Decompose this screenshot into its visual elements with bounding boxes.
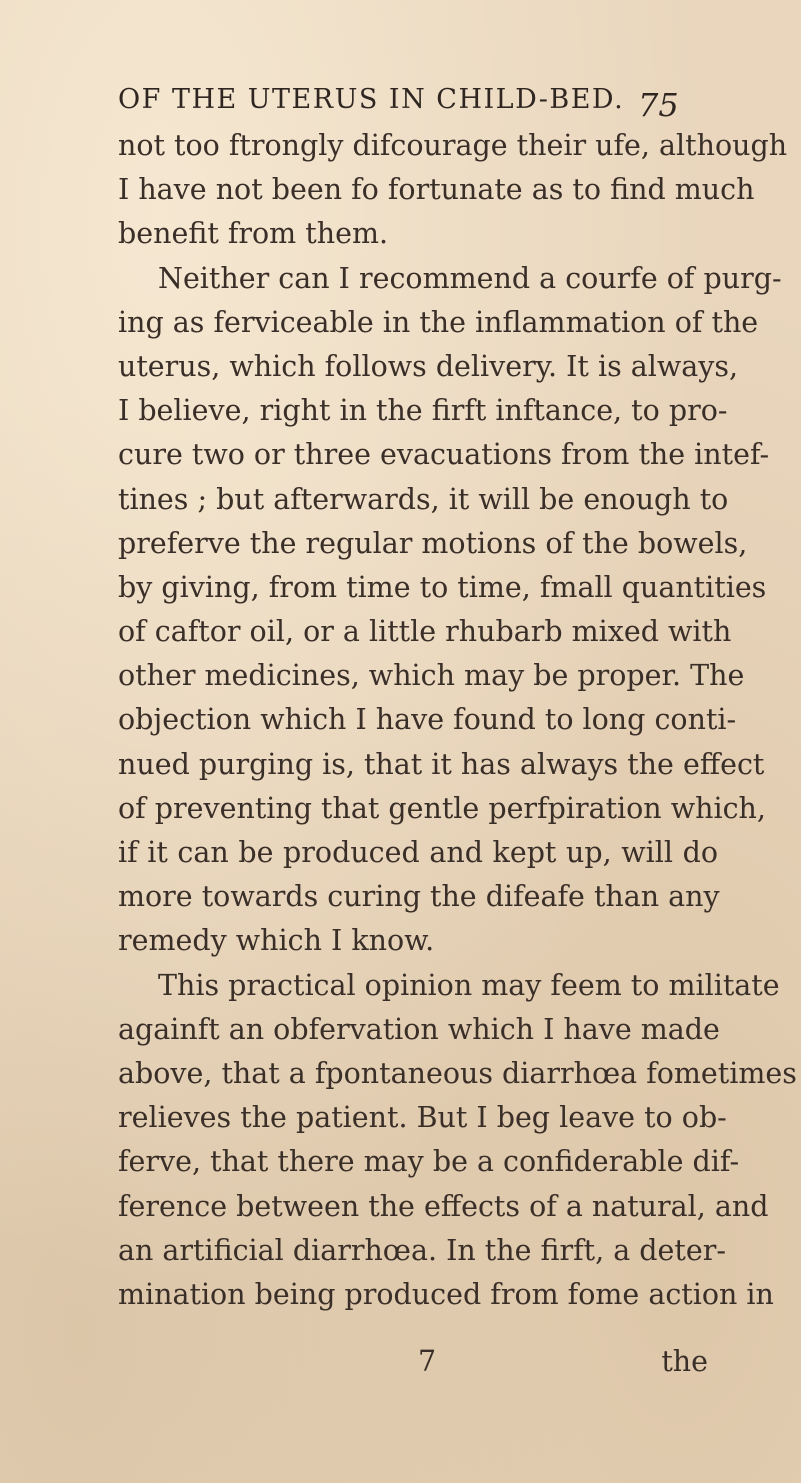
signature-mark: 7 (418, 1345, 437, 1378)
text-line: other medicines, which may be proper. The (118, 659, 745, 693)
text-line: mination being produced from fome action in (118, 1277, 774, 1311)
text-line: objection which I have found to long conti- (118, 703, 737, 737)
text-line: of caftor oil, or a little rhubarb mixed with (118, 615, 732, 649)
text-line: benefit from them. (118, 217, 389, 251)
text-line: preferve the regular motions of the bowels, (118, 526, 748, 560)
catchword: the (661, 1345, 708, 1378)
text-line: Neither can I recommend a courfe of purg- (158, 261, 782, 295)
text-line: nued purging is, that it has always the effect (118, 747, 765, 781)
running-head: OF THE UTERUS IN CHILD-BED. (118, 84, 625, 115)
text-line: I believe, right in the firft inftance, to pro- (118, 394, 728, 428)
text-line: by giving, from time to time, fmall quantities (118, 570, 767, 604)
text-line: of preventing that gentle perfpiration which, (118, 791, 766, 825)
text-line: againft an obfervation which I have made (118, 1012, 720, 1046)
text-line: ference between the effects of a natural, and (118, 1189, 769, 1223)
text-line: tines ; but afterwards, it will be enough to (118, 482, 729, 516)
catchline (118, 1340, 708, 1384)
text-line: not too ftrongly difcourage their ufe, although (118, 129, 788, 162)
text-line: more towards curing the difeafe than any (118, 880, 720, 914)
text-line: uterus, which follows delivery. It is always, (118, 349, 739, 383)
text-line: cure two or three evacuations from the intef- (118, 438, 770, 472)
text-line: ferve, that there may be a confiderable dif- (118, 1145, 740, 1179)
text-line: ing as ferviceable in the inflammation of the (118, 305, 759, 339)
text-line: I have not been fo fortunate as to find much (118, 173, 755, 207)
page-number: 75 (638, 86, 679, 124)
text-line: relieves the patient. But I beg leave to ob- (118, 1101, 727, 1135)
text-line: an artificial diarrhœa. In the firft, a deter- (118, 1233, 726, 1267)
text-line: remedy which I know. (118, 924, 435, 958)
text-line: if it can be produced and kept up, will do (118, 836, 718, 869)
text-line: This practical opinion may feem to militate (158, 968, 780, 1002)
text-line: above, that a fpontaneous diarrhœa fometimes (118, 1056, 797, 1090)
body-text (118, 124, 797, 1317)
